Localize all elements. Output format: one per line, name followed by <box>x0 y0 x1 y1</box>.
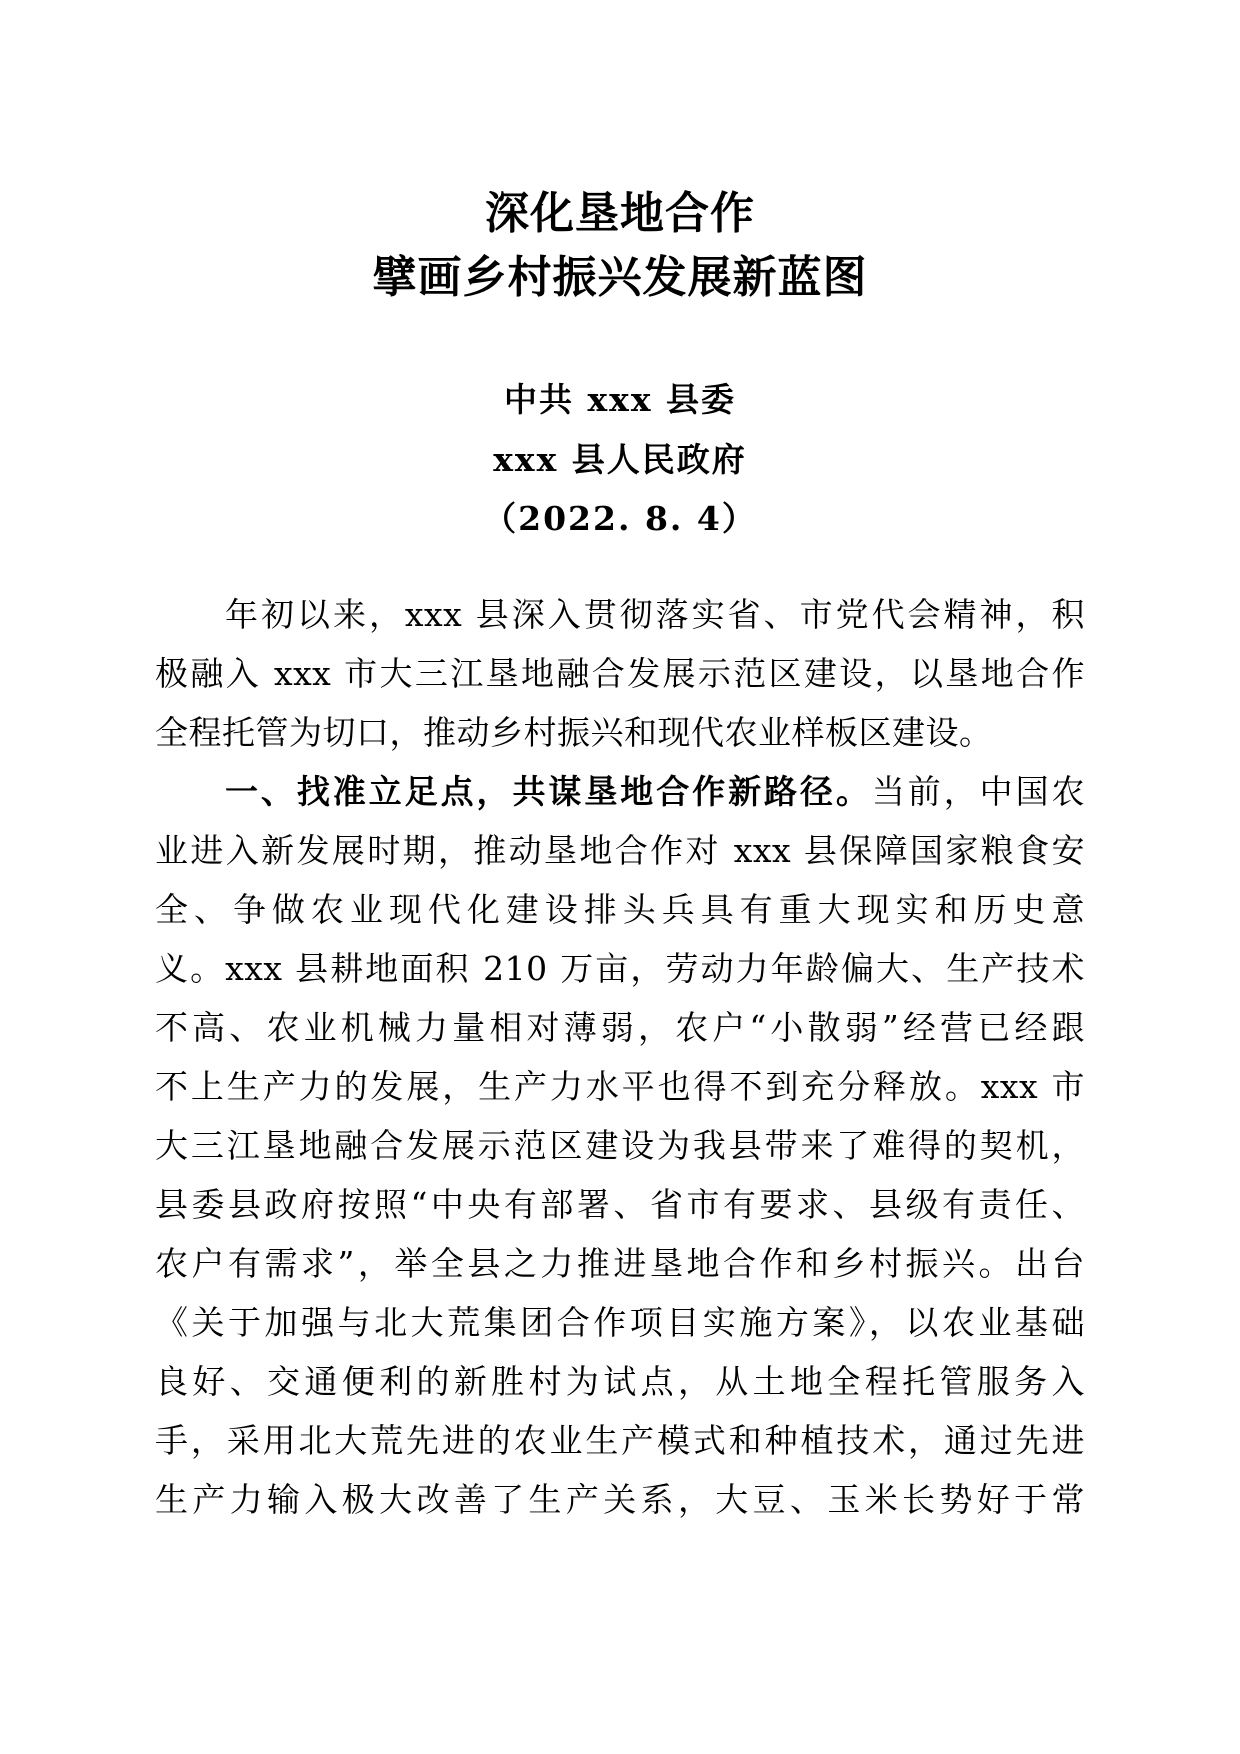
body-line: 全程托管为切口，推动乡村振兴和现代农业样板区建设。 <box>155 713 993 752</box>
body-line: 不高、农业机械力量相对薄弱，农户“小散弱”经营已经跟 <box>155 1008 1085 1047</box>
body-line: 全、争做农业现代化建设排头兵具有重大现实和历史意 <box>155 890 1085 929</box>
body-line: 大三江垦地融合发展示范区建设为我县带来了难得的契机， <box>155 1126 1085 1165</box>
body-line: 不上生产力的发展，生产力水平也得不到充分释放。xxx 市 <box>155 1067 1085 1106</box>
body-line: 义。xxx 县耕地面积 210 万亩，劳动力年龄偏大、生产技术 <box>155 949 1085 988</box>
body-line: 手，采用北大荒先进的农业生产模式和种植技术，通过先进 <box>155 1421 1085 1460</box>
section-heading-line <box>155 762 1085 821</box>
section-text: 当前，中国农 <box>871 772 1085 811</box>
author-party-committee: 中共 xxx 县委 <box>503 380 736 419</box>
body-line: 极融入 xxx 市大三江垦地融合发展示范区建设，以垦地合作 <box>155 654 1085 693</box>
body-line: 年初以来，xxx 县深入贯彻落实省、市党代会精神，积 <box>225 595 1085 634</box>
body-line: 《关于加强与北大荒集团合作项目实施方案》，以农业基础 <box>155 1303 1085 1342</box>
body-line: 生产力输入极大改善了生产关系，大豆、玉米长势好于常 <box>155 1480 1085 1519</box>
body-line: 良好、交通便利的新胜村为试点，从土地全程托管服务入 <box>155 1362 1085 1401</box>
body-line: 农户有需求”，举全县之力推进垦地合作和乡村振兴。出台 <box>155 1244 1085 1283</box>
document-body <box>155 585 1085 1529</box>
section-heading: 一、找准立足点，共谋垦地合作新路径。 <box>225 772 872 811</box>
body-line: 县委县政府按照“中央有部署、省市有要求、县级有责任、 <box>155 1185 1085 1224</box>
document-title-line-1: 深化垦地合作 <box>485 188 755 239</box>
body-line: 业进入新发展时期，推动垦地合作对 xxx 县保障国家粮食安 <box>155 831 1085 870</box>
author-county-government: xxx 县人民政府 <box>493 440 747 479</box>
document-date: （2022. 8. 4） <box>483 499 757 538</box>
document-title-line-2: 擘画乡村振兴发展新蓝图 <box>372 252 868 303</box>
